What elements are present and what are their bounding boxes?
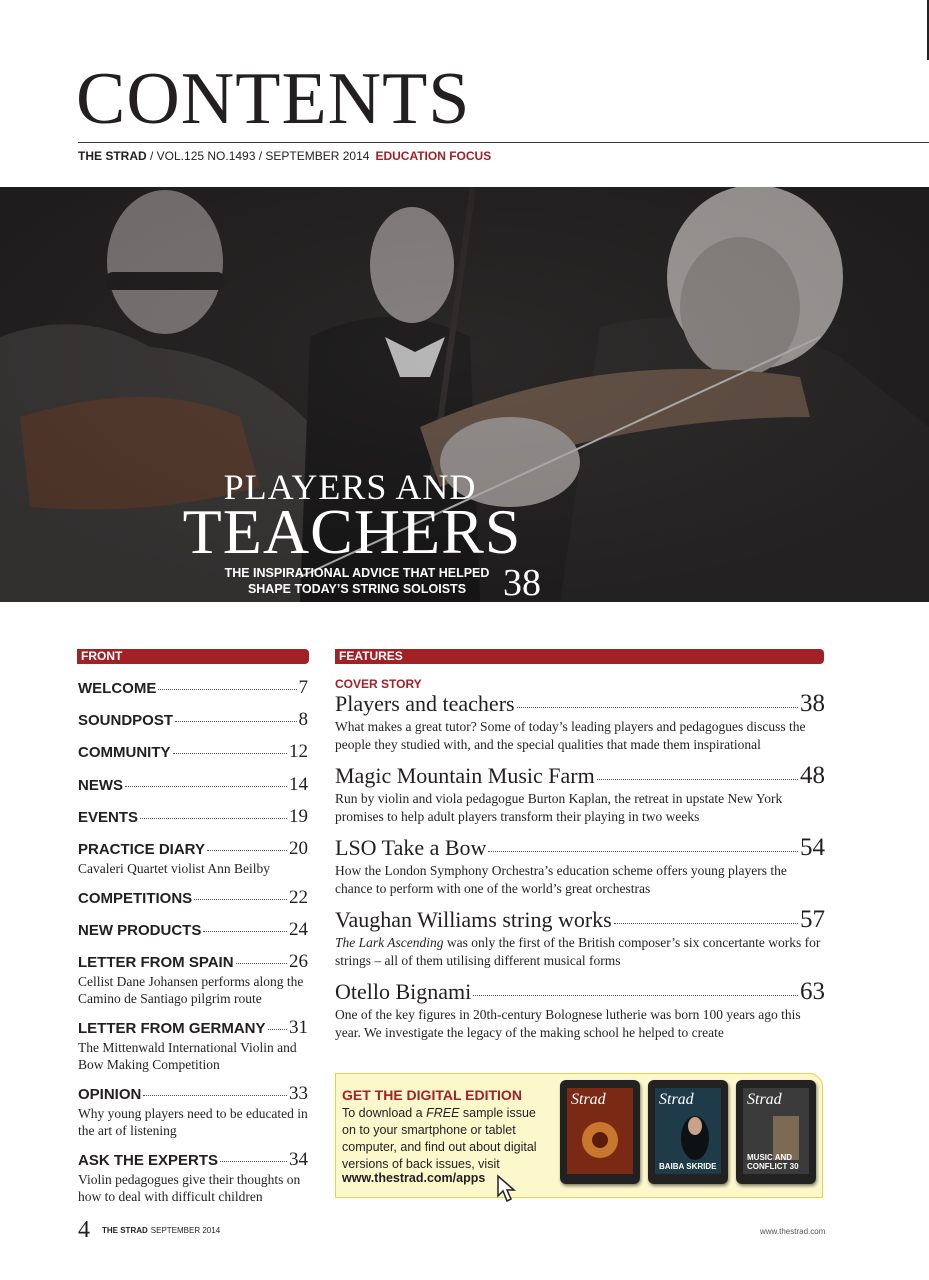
tablet-screen xyxy=(655,1088,721,1174)
front-item-page: 34 xyxy=(289,1149,308,1170)
feature-title: Players and teachers xyxy=(335,691,515,716)
front-item-page: 31 xyxy=(289,1017,308,1038)
front-item-desc: Why young players need to be educated in the art of listening xyxy=(78,1106,308,1138)
feature-desc xyxy=(335,718,825,754)
front-item-page: 33 xyxy=(289,1083,308,1104)
digital-text-em: FREE xyxy=(426,1106,460,1120)
feature-item[interactable] xyxy=(335,906,825,970)
feature-page: 48 xyxy=(800,762,825,789)
feature-desc-text: One of the key figures in 20th-century Bolognese lutherie was born 100 years ago this year. We investigate the legacy of the making school he helped to create xyxy=(335,1007,801,1040)
cover-text: MUSIC AND CONFLICT 30 xyxy=(747,1153,799,1171)
issue-info: / VOL.125 NO.1493 / SEPTEMBER 2014 xyxy=(146,149,370,163)
front-item-label: LETTER FROM GERMANY xyxy=(78,1020,266,1037)
feature-desc-text: was only the first of the British composer’s six concertante works for strings – all of them utilising different musical forms xyxy=(335,935,821,968)
hero-title: TEACHERS xyxy=(182,496,522,567)
front-item[interactable] xyxy=(78,951,308,1007)
front-item[interactable] xyxy=(78,806,308,828)
front-item[interactable] xyxy=(78,677,308,699)
hero-deck-line: THE INSPIRATIONAL ADVICE THAT HELPED xyxy=(224,566,490,580)
front-item-label: LETTER FROM SPAIN xyxy=(78,954,234,971)
front-item-page: 26 xyxy=(289,951,308,972)
feature-item[interactable] xyxy=(335,834,825,898)
front-item-label: OPINION xyxy=(78,1086,142,1103)
hero-deck xyxy=(212,565,502,597)
feature-desc xyxy=(335,934,825,970)
feature-page: 54 xyxy=(800,834,825,861)
front-item[interactable] xyxy=(78,709,308,731)
digital-edition-text xyxy=(342,1105,547,1173)
front-item-page: 19 xyxy=(289,806,308,827)
tablet-cover[interactable] xyxy=(560,1080,640,1184)
dot-leader xyxy=(473,995,798,996)
feature-desc-text: Run by violin and viola pedagogue Burton Kaplan, the retreat in upstate New York promises to help adult players transform their playing in two weeks xyxy=(335,791,783,824)
page-title: CONTENTS xyxy=(76,58,471,140)
issue-line xyxy=(78,149,491,163)
feature-title: Magic Mountain Music Farm xyxy=(335,763,595,788)
front-item[interactable] xyxy=(78,1149,308,1205)
issue-focus: EDUCATION FOCUS xyxy=(375,149,492,163)
front-item-page: 14 xyxy=(289,774,308,795)
front-item-desc: Violin pedagogues give their thoughts on how to deal with difficult children xyxy=(78,1172,301,1204)
front-item[interactable] xyxy=(78,1083,308,1139)
hero-kicker: PLAYERS AND xyxy=(223,467,477,507)
feature-title: LSO Take a Bow xyxy=(335,835,487,860)
front-item-label: WELCOME xyxy=(78,680,157,697)
digital-text-post: sample issue on to your smartphone or tablet computer, and find out about digital versions of back issues, visit xyxy=(342,1106,537,1171)
front-item-label: COMPETITIONS xyxy=(78,890,193,907)
digital-edition-promo[interactable] xyxy=(335,1073,823,1198)
feature-desc xyxy=(335,862,825,898)
front-item-page: 22 xyxy=(289,887,308,908)
title-rule xyxy=(78,142,929,143)
cover-masthead: Strad xyxy=(747,1091,782,1108)
dot-leader xyxy=(268,1029,288,1030)
footer-brand xyxy=(102,1226,220,1235)
digital-edition-link[interactable]: www.thestrad.com/apps xyxy=(342,1171,486,1185)
digital-edition-heading: GET THE DIGITAL EDITION xyxy=(342,1087,522,1103)
dot-leader xyxy=(597,779,798,780)
front-item-label: PRACTICE DIARY xyxy=(78,841,205,858)
tablet-cover[interactable] xyxy=(648,1080,728,1184)
dot-leader xyxy=(203,931,287,932)
feature-desc-em: The Lark Ascending xyxy=(335,935,444,950)
feature-item[interactable] xyxy=(335,690,825,754)
footer-url[interactable]: www.thestrad.com xyxy=(760,1227,826,1236)
dot-leader xyxy=(236,963,287,964)
cover-masthead: Strad xyxy=(571,1091,606,1108)
front-item-label: COMMUNITY xyxy=(78,744,171,761)
publication-name: THE STRAD xyxy=(78,149,147,163)
feature-desc-text: What makes a great tutor? Some of today’s leading players and pedagogues discuss the people they studied with, and the special qualities that made them inspirational xyxy=(335,719,806,752)
feature-title: Vaughan Williams string works xyxy=(335,907,612,932)
dot-leader xyxy=(173,753,288,754)
hero-deck-line: SHAPE TODAY’S STRING SOLOISTS xyxy=(247,582,467,596)
tablet-screen xyxy=(743,1088,809,1174)
dot-leader xyxy=(614,923,798,924)
tablet-cover[interactable] xyxy=(736,1080,816,1184)
front-item-page: 20 xyxy=(289,838,308,859)
front-item-page: 7 xyxy=(298,677,308,698)
front-item-desc: The Mittenwald International Violin and Bow Making Competition xyxy=(78,1040,297,1072)
dot-leader xyxy=(220,1161,287,1162)
dot-leader xyxy=(140,818,287,819)
cover-story-label: COVER STORY xyxy=(335,677,422,691)
feature-desc xyxy=(335,790,825,826)
front-item-page: 24 xyxy=(289,919,308,940)
front-item-label: SOUNDPOST xyxy=(78,712,174,729)
front-item-desc: Cellist Dane Johansen performs along the Camino de Santiago pilgrim route xyxy=(78,974,304,1006)
dot-leader xyxy=(194,899,287,900)
hero-photo[interactable] xyxy=(0,187,929,602)
front-item[interactable] xyxy=(78,887,308,909)
feature-page: 63 xyxy=(800,978,825,1005)
front-item-label: NEWS xyxy=(78,777,123,794)
feature-title: Otello Bignami xyxy=(335,979,472,1004)
front-item-desc: Cavaleri Quartet violist Ann Beilby xyxy=(78,861,270,876)
front-section-header: FRONT xyxy=(77,649,309,664)
dot-leader xyxy=(143,1095,287,1096)
feature-desc xyxy=(335,1006,825,1042)
cover-text: BAIBA SKRIDE xyxy=(659,1162,717,1171)
cursor-icon xyxy=(496,1174,522,1204)
front-item[interactable] xyxy=(78,919,308,941)
feature-desc-text: How the London Symphony Orchestra’s education scheme offers young players the chance to perform with one of the world’s great orchestras xyxy=(335,863,787,896)
front-item-label: NEW PRODUCTS xyxy=(78,922,202,939)
front-item-label: ASK THE EXPERTS xyxy=(78,1152,219,1169)
front-item-page: 12 xyxy=(289,741,308,762)
hero-page-number: 38 xyxy=(503,562,541,602)
feature-item[interactable] xyxy=(335,762,825,826)
dot-leader xyxy=(125,786,287,787)
feature-page: 57 xyxy=(800,906,825,933)
front-item-label: EVENTS xyxy=(78,809,139,826)
dot-leader xyxy=(517,707,798,708)
front-item[interactable] xyxy=(78,1017,308,1073)
front-item[interactable] xyxy=(78,741,308,763)
dot-leader xyxy=(158,689,296,690)
feature-page: 38 xyxy=(800,690,825,717)
front-item[interactable] xyxy=(78,774,308,796)
dot-leader xyxy=(488,851,798,852)
digital-text-pre: To download a xyxy=(342,1106,427,1120)
dot-leader xyxy=(175,721,296,722)
feature-item[interactable] xyxy=(335,978,825,1042)
dot-leader xyxy=(207,850,287,851)
features-section-header: FEATURES xyxy=(335,649,824,664)
tablet-screen xyxy=(567,1088,633,1174)
footer-brand-name: THE STRAD xyxy=(102,1226,148,1235)
footer-page-number: 4 xyxy=(78,1217,90,1243)
footer-date: SEPTEMBER 2014 xyxy=(150,1226,221,1235)
cover-masthead: Strad xyxy=(659,1091,694,1108)
front-item-page: 8 xyxy=(298,709,308,730)
front-item[interactable] xyxy=(78,838,308,877)
